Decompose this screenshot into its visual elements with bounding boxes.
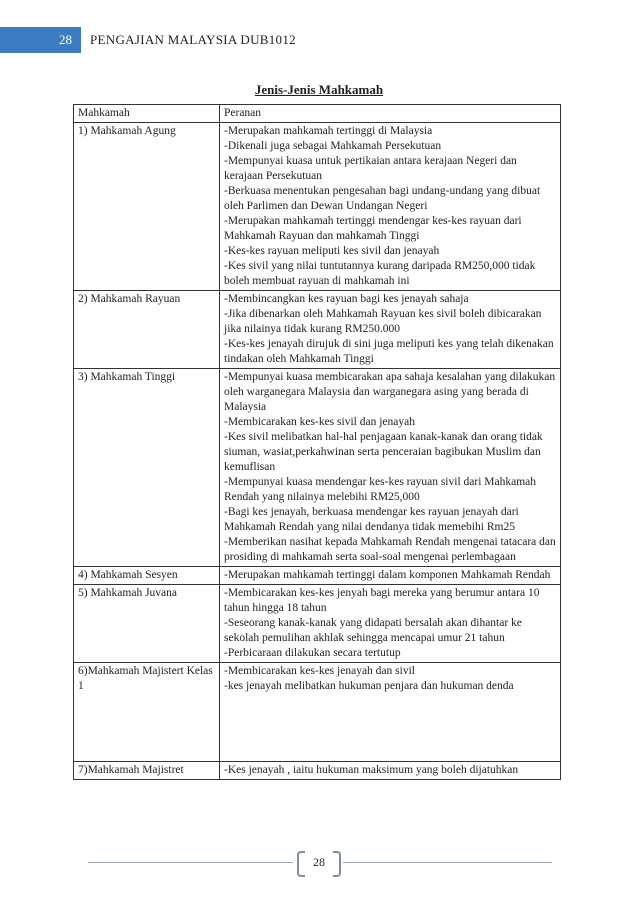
court-roles (220, 567, 561, 585)
table-header-row (74, 105, 561, 123)
page-footer (0, 848, 638, 878)
header-page-number: 28 (0, 27, 81, 53)
table-row (74, 123, 561, 291)
role-item: -Mempunyai kuasa untuk pertikaian antara kerajaan Negeri dan kerajaan Persekutuan (224, 155, 517, 182)
role-item: -Mempunyai kuasa mendengar kes-kes rayuan sivil dari Mahkamah Rendah yang nilainya melebihi RM25,000 (224, 476, 536, 503)
role-item: -Perbicaraan dilakukan secara tertutup (224, 647, 401, 659)
footer-rule-left (88, 862, 293, 863)
court-name: 1) Mahkamah Agung (74, 123, 220, 291)
document-title: Jenis-Jenis Mahkamah (254, 82, 384, 97)
role-item: -Merupakan mahkamah tertinggi mendengar kes-kes rayuan dari Mahkamah Rayuan dan mahkamah Tinggi (224, 215, 522, 242)
role-item: -Seseorang kanak-kanak yang didapati bersalah akan dihantar ke sekolah pemulihan akhlak sehingga mencapai umur 21 tahun (224, 617, 522, 644)
court-name: 5) Mahkamah Juvana (74, 585, 220, 663)
table-row (74, 369, 561, 567)
role-item: -Membicarakan kes-kes jenayah dan sivil (224, 665, 415, 677)
role-item: -Kes sivil melibatkan hal-hal penjagaan kanak-kanak dan orang tidak siuman, wasiat,perkahwinan serta penceraian bagibukan Muslim dan kemuflisan (224, 431, 543, 473)
role-item: -Memberikan nasihat kepada Mahkamah Rendah mengenai tatacara dan prosiding di mahkamah serta soal-soal mengenai perlembagaan (224, 536, 556, 563)
court-roles (220, 123, 561, 291)
court-roles (220, 663, 561, 762)
role-item: -Membicarakan kes-kes sivil dan jenayah (224, 416, 415, 428)
table-row (74, 762, 561, 780)
court-name: 2) Mahkamah Rayuan (74, 291, 220, 369)
court-roles (220, 762, 561, 780)
role-item: -Berkuasa menentukan pengesahan bagi undang-undang yang dibuat oleh Parlimen dan Dewan Undangan Negeri (224, 185, 541, 212)
court-name: 6)Mahkamah Majistert Kelas 1 (74, 663, 220, 762)
court-roles (220, 369, 561, 567)
header-title: PENGAJIAN MALAYSIA DUB1012 (90, 32, 296, 47)
court-name: 7)Mahkamah Majistret (74, 762, 220, 780)
table-row (74, 567, 561, 585)
role-item: -Merupakan mahkamah tertinggi dalam komponen Mahkamah Rendah (224, 569, 551, 581)
role-item: -Membicarakan kes-kes jenyah bagi mereka yang berumur antara 10 tahun hingga 18 tahun (224, 587, 540, 614)
courts-table (73, 104, 561, 780)
role-item: -Kes-kes rayuan meliputi kes sivil dan jenayah (224, 245, 440, 257)
court-name: 3) Mahkamah Tinggi (74, 369, 220, 567)
role-item: -kes jenayah melibatkan hukuman penjara dan hukuman denda (224, 680, 514, 692)
court-roles (220, 585, 561, 663)
role-item: -Merupakan mahkamah tertinggi di Malaysia (224, 125, 433, 137)
footer-bracket-right (333, 851, 341, 877)
table-row (74, 585, 561, 663)
table-row (74, 291, 561, 369)
court-name: 4) Mahkamah Sesyen (74, 567, 220, 585)
role-item: -Dikenali juga sebagai Mahkamah Persekutuan (224, 140, 442, 152)
role-item: -Mempunyai kuasa membicarakan apa sahaja kesalahan yang dilakukan oleh warganegara Malaysia dan warganegara asing yang berada di Malaysia (224, 371, 556, 413)
role-item: -Jika dibenarkan oleh Mahkamah Rayuan kes sivil boleh dibicarakan jika nilainya tidak kurang RM250.000 (224, 308, 542, 335)
column-header-peranan: Peranan (220, 105, 561, 123)
court-roles (220, 291, 561, 369)
column-header-mahkamah: Mahkamah (74, 105, 220, 123)
page-header (0, 27, 638, 53)
footer-page-number: 28 (313, 855, 325, 869)
table-row (74, 663, 561, 762)
role-item: -Kes sivil yang nilai tuntutannya kurang daripada RM250,000 tidak boleh membuat rayuan di mahkamah ini (224, 260, 536, 287)
footer-rule-right (343, 862, 552, 863)
role-item: -Membincangkan kes rayuan bagi kes jenayah sahaja (224, 293, 469, 305)
role-item: -Bagi kes jenayah, berkuasa mendengar kes rayuan jenayah dari Mahkamah Rendah yang nilai dendanya tidak memebihi Rm25 (224, 506, 519, 533)
footer-bracket-left (297, 851, 305, 877)
role-item: -Kes-kes jenayah dirujuk di sini juga meliputi kes yang telah dikenakan tindakan oleh Mahkamah Tinggi (224, 338, 554, 365)
role-item: -Kes jenayah , iaitu hukuman maksimum yang boleh dijatuhkan (224, 764, 519, 776)
